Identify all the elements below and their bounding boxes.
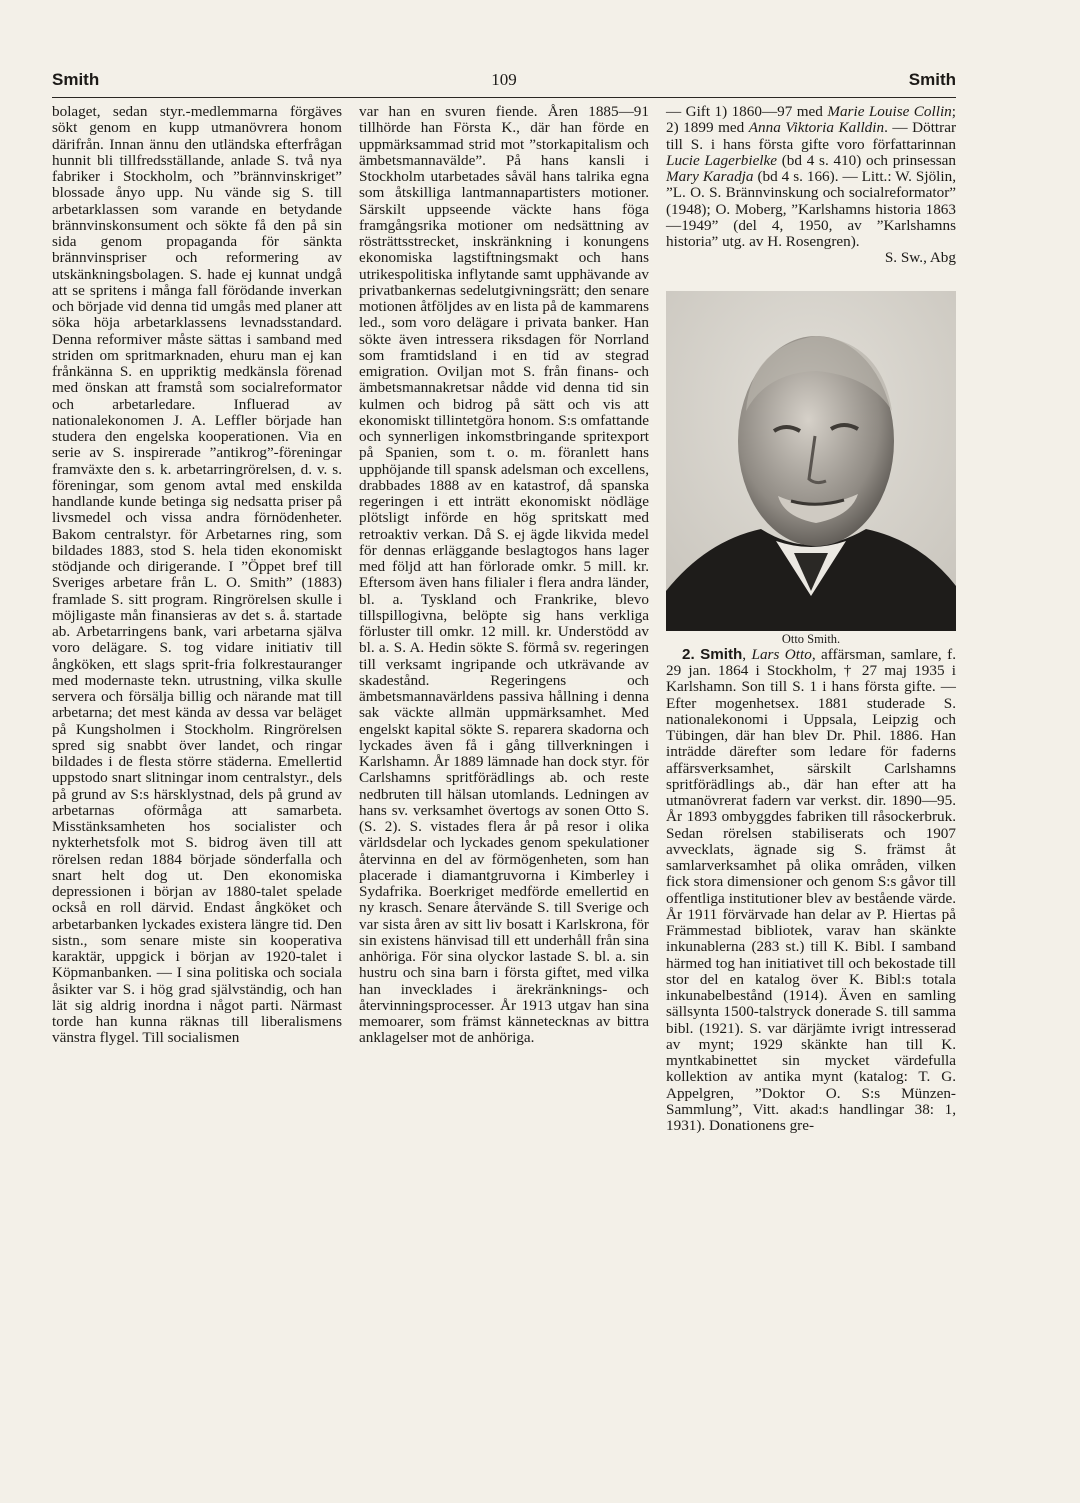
column-1 (52, 104, 342, 1047)
entry-text: , affärsman, samlare, f. 29 jan. 1864 i Stockholm, † 27 maj 1935 i Karlshamn. Son till S. 1 i hans första gifte. — Efter mogenhetsex. 1881 studerade S. nationalekonomi i Uppsala, Leipzig och Tübingen, där han blev Dr. Phil. 1886. Han inträdde därefter som ledare för faderns affärsverksamhet, särskilt Carlshamns spritförädlings ab., där han efter att ha utmanövrerat fadern var verkst. dir. 1890—95. År 1893 ombyggdes fabriken till råsockerbruk. Sedan rörelsen stabiliserats och 1907 avvecklats, ägnade sig S. främst åt samlarverksamhet på olika områden, vilken fick stora dimensioner och genom S:s gåvor till offentliga institutioner blev av bestående värde. År 1911 förvärvade han delar av P. Hiertas på Främmestad bibliotek, varav han skänkte inkunablerna (283 st.) till K. Bibl. I samband härmed tog han initiativet till och bekostade till stor del en katalog över K. Bibl:s totala inkunabelbestånd (1914). Även en samling sällsynta 1500-talstryck donerade S. till samma bibl. (1921). S. var därjämte ivrigt intresserad av mynt; 1929 skänkte han till K. myntkabinettet sin mycket värdefulla kollektion av antika mynt (katalog: T. G. Appelgren, ”Doktor O. S:s Münzen-Sammlung”, Vitt. akad:s handlingar 38: 1, 1931). Donationens gre- (666, 645, 956, 1134)
literature-text: (bd 4 s. 166). — Litt.: W. Sjölin, ”L. O. S. Brännvinskung och socialreformator” (1948); O. Moberg, ”Karlshamns historia 1863—1949” (del 4, 1950, av ”Karlshamns historia” utg. av H. Rosengren). (666, 168, 957, 250)
family-note (666, 104, 956, 250)
wife2-name: Anna Viktoria Kalldin (748, 119, 885, 137)
entry-given-name: Lars Otto (751, 645, 812, 663)
column-2-text: var han en svuren fiende. Åren 1885—91 tillhörde han Första K., där han förde en uppmärksammad strid mot ”storkapitalism och ämbetsmannavälde”. På hans kansli i Stockholm utarbetades såväl hans talrika egna som åtskilliga lantmannapartisters motioner. Särskilt uppseende väckte hans föga framgångsrika motioner om nedsättning av rösträttsstrecket, inskränkning i konungens ekonomiska lagstiftningsmakt och hans utrikespolitiska inflytande samt upphävande av privatbankernas sedelutgivningsrätt; den senare motionen åtföljdes av en lista på de kammarens led., som voro delägare i privata banker. Han sökte även intressera riksdagen för Norrland som framtidsland i en tid av stegrad emigration. Oviljan mot S. från finans- och ämbetsmannakretsar nådde vid denna tid sin kulmen och bidrog på sätt och vis att ekonomiskt tillintetgöra honom. S:s omfattande och synnerligen inkomstbringande spritexport på Spanien, som t. o. m. föranlett hans upphöjande till spansk adelsman och excellens, drabbades 1888 av en katastrof, då spanska regeringen i ett inträtt ekonomiskt nödläge plötsligt införde en hög spritskatt med retroaktiv verkan. Då S. ej ägde likvida medel för dennas erläggande beslagtogos hans lager med följd att han förlorade omkr. 5 mill. kr. Eftersom även hans filialer i flera andra länder, bl. a. Tyskland och Frankrike, blevo tillspillogivna, belöpte sig hans verkliga förluster till omkr. 12 mill. kr. Understödd av bl. a. S. A. Hedin sökte S. förmå sv. regeringen till verksamt ingripande och utkrävande av skadestånd. Regeringens och ämbetsmannavärldens passiva hållning i denna sak väckte allmän uppmärksamhet. Med engelskt kapital sökte S. reparera skadorna och lyckades även få i gång tillverkningen i Karlshamn. År 1889 lämnade han dock styr. för Carlshamns spritförädlings ab. och reste nedbruten till hälsan utomlands. Ledningen av hans sv. verksamhet övertogs av sonen Otto S. (S. 2). S. vistades flera år på resor i olika världsdelar och lyckades genom spekulationer återvinna en del av förmögenheten, som han placerade i diamantgruvorna i Kimberley i Sydafrika. Boerkriget medförde emellertid en ny krasch. Senare återvände S. till Sverige och var sista åren av sitt liv bosatt i Karlskrona, för sin existens hänvisad till ett underhåll från sina anhöriga. För sina olyckor lastade S. bl. a. sin hustru och sina barn i första giftet, med vilka han invecklades i ärekränknings- och återvinningsprocesser. År 1913 utgav han sina memoarer, som främst kännetecknas av bittra anklagelser mot de anhöriga. (359, 103, 649, 1047)
family-text: (bd 4 s. 410) och prinsessan (777, 151, 956, 169)
family-text: . — Döttrar till S. i hans första gifte voro författarinnan (666, 119, 957, 153)
daughter1-name: Lucie Lagerbielke (666, 151, 778, 169)
author-signature: S. Sw., Abg (884, 249, 956, 267)
header-left-title: Smith (52, 70, 100, 89)
portrait-photo (666, 291, 956, 631)
column-3 (666, 104, 956, 1134)
photo-caption: Otto Smith. (781, 631, 841, 646)
column-2 (359, 104, 649, 1047)
header-rule (52, 97, 956, 98)
page-number: 109 (491, 70, 517, 89)
daughter2-name: Mary Karadja (666, 168, 754, 185)
portrait-image (666, 291, 956, 631)
column-1-text: bolaget, sedan styr.-medlemmarna förgäves sökt genom en kupp utmanövrera honom därifrån. Innan ännu den utländska efterfrågan hunnit bli tillfredsställande, anlade S. två nya fabriker i Stockholm, och ”brännvinskriget” blossade ånyo upp. Nu vände sig S. till arbetarklassen som varande en betydande brännvinskonsument och sökte få den på sin sida genom propaganda för sänkta brännvinspriser och reformering av utskänkningsbolagen. S. hade ej kunnat undgå att se spritens i många fall förödande inverkan och började vid denna tid umgås med planer att söka höja arbetarklassens levnadsstandard. Denna reformiver måste sättas i samband med striden om spritmarknaden, ehuru man ej kan frånkänna S. en uppriktig medkänsla förenad med önskan att framstå som socialreformator och arbetarledare. Influerad av nationalekonomen J. A. Leffler började han studera den engelska kooperationen. Via en serie av S. inspirerade ”antikrog”-föreningar framväxte den s. k. arbetarringrörelsen, d. v. s. föreningar, som genom avtal med enskilda handlande kunde betinga sig nedsatta priser på livsmedel och vissa andra förnödenheter. Bakom centralstyr. för Arbetarnes ring, som bildades 1883, stod S. hela tiden ekonomiskt stödjande och dirigerande. I ”Öppet bref till Sveriges arbetare från L. O. Smith” (1883) framlade S. sitt program. Ringrörelsen skulle i möjligaste mån finansieras av det s. å. startade ab. Arbetarringens bank, vari arbetarna själva voro delägare. S. tog vidare initiativ till ångköken, ett slags sprit-fria folkrestauranger med modernaste tekn. utrustning, vilka skulle servera och försälja billig och närande mat till arbetarna; det mest kända av dessa var beläget på Kungsholmen i Stockholm. Ringrörelsen spred sig snabbt över landet, och ringar bildades i de flesta större städerna. Emellertid uppstodo snart slitningar inom centralstyr., dels på grund av S:s härsklystnad, dels på grund av arbetarnas oförmåga att samarbeta. Misstänksamheten hos socialister och nykterhetsfolk mot S. bidrog även till att rörelsen redan 1884 började sönderfalla och snart helt dog ut. Den ekonomiska depressionen i början av 1880-talet spelade också en roll därvid. Endast ångköket och arbetarbanken lyckades existera längre tid. Den sistn., som senare miste sin kooperativa karaktär, uppgick i början av 1920-talet i Köpmanbanken. — I sina politiska och sociala åsikter var S. i hög grad självständig, och han lät sig aldrig inordna i något parti. Närmast torde han kunna räknas till liberalismens vänstra flygel. Till socialismen (52, 103, 342, 1047)
entry-surname: Smith (700, 645, 743, 663)
entry-number: 2. (682, 645, 695, 663)
family-text: — Gift 1) 1860—97 med (666, 103, 828, 120)
running-header (52, 70, 956, 96)
biography-entry: 2. Smith, Lars Otto, affärsman, samlare, f. 29 jan. 1864 i Stockholm, † 27 maj 1935 i Karlshamn. Son till S. 1 i hans första gifte. — Efter mogenhetsex. 1881 studerade S. nationalekonomi i Uppsala, Leipzig och Tübingen, där han blev Dr. Phil. 1886. Han inträdde därefter som ledare för faderns affärsverksamhet, särskilt Carlshamns spritförädlings ab., där han efter att ha utmanövrerat fadern var verkst. dir. 1890—95. År 1893 ombyggdes fabriken till råsockerbruk. Sedan rörelsen stabiliserats och 1907 avvecklats, ägnade sig S. främst åt samlarverksamhet på olika områden, vilken fick stora dimensioner och genom S:s gåvor till offentliga institutioner blev av bestående värde. År 1911 förvärvade han delar av P. Hiertas på Främmestad bibliotek, varav han skänkte inkunablerna (283 st.) till K. Bibl. I samband härmed tog han initiativet till och bekostade till stor del en katalog över K. Bibl:s totala inkunabelbestånd (1914). Även en samling sällsynta 1500-talstryck donerade S. till samma bibl. (1921). S. var därjämte ivrigt intresserad av mynt; 1929 skänkte han till K. myntkabinettet sin mycket värdefulla kollektion av antika mynt (katalog: T. G. Appelgren, ”Doktor O. S:s Münzen-Sammlung”, Vitt. akad:s handlingar 38: 1, 1931). Donationens gre- (666, 645, 956, 1134)
family-text: ; 2) 1899 med (666, 103, 956, 137)
wife1-name: Marie Louise Collin (827, 103, 952, 120)
header-right-title: Smith (908, 70, 956, 89)
